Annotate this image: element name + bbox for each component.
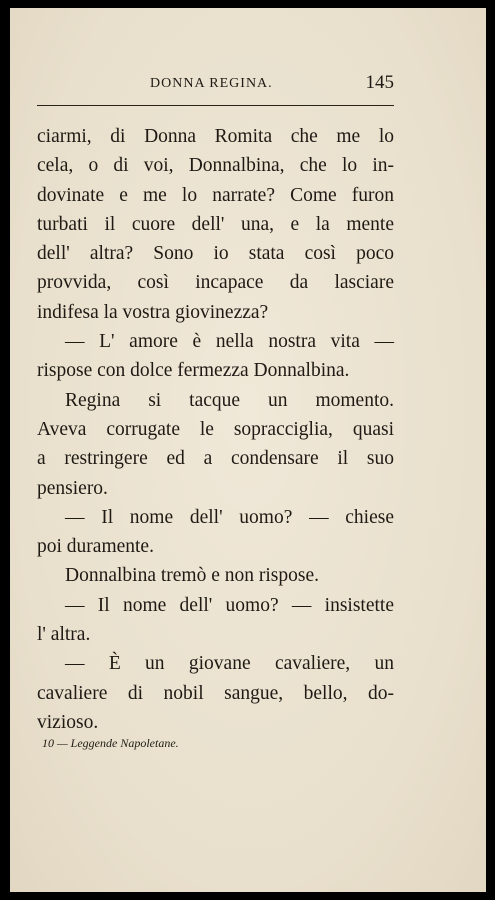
text-line: dovinate e me lo narrate? Come furon — [37, 184, 394, 206]
running-title: DONNA REGINA. — [150, 76, 273, 91]
text-line: turbati il cuore dell' una, e la mente — [37, 213, 394, 235]
text-line: — Il nome dell' uomo? — insistette — [65, 594, 394, 616]
text-line: — È un giovane cavaliere, un — [65, 653, 394, 675]
page-header — [37, 74, 394, 98]
text-line: cavaliere di nobil sangue, bello, do- — [37, 682, 394, 704]
book-page — [10, 8, 486, 892]
text-line: Regina si tacque un momento. — [65, 389, 394, 411]
text-line: l' altra. — [37, 624, 91, 646]
text-line: provvida, così incapace da lasciare — [37, 272, 394, 294]
text-line: dell' altra? Sono io stata così poco — [37, 243, 394, 265]
body-text — [37, 122, 394, 737]
header-rule — [37, 105, 394, 107]
text-line: pensiero. — [37, 477, 108, 499]
text-line: indifesa la vostra giovinezza? — [37, 301, 269, 323]
text-line: — Il nome dell' uomo? — chiese — [65, 506, 394, 528]
text-line: poi duramente. — [37, 536, 154, 558]
text-line: — L' amore è nella nostra vita — — [65, 331, 394, 353]
text-line: Aveva corrugate le sopracciglia, quasi — [37, 418, 394, 440]
text-line: cela, o di voi, Donnalbina, che lo in- — [37, 155, 394, 177]
text-line: Donnalbina tremò e non rispose. — [65, 565, 319, 587]
text-line: a restringere ed a condensare il suo — [37, 448, 394, 470]
text-line: ciarmi, di Donna Romita che me lo — [37, 126, 394, 147]
text-line: rispose con dolce fermezza Donnalbina. — [37, 360, 350, 382]
page-number: 145 — [365, 72, 394, 93]
text-line: vizioso. — [37, 711, 99, 733]
printer-signature: 10 — Leggende Napoletane. — [42, 736, 179, 750]
